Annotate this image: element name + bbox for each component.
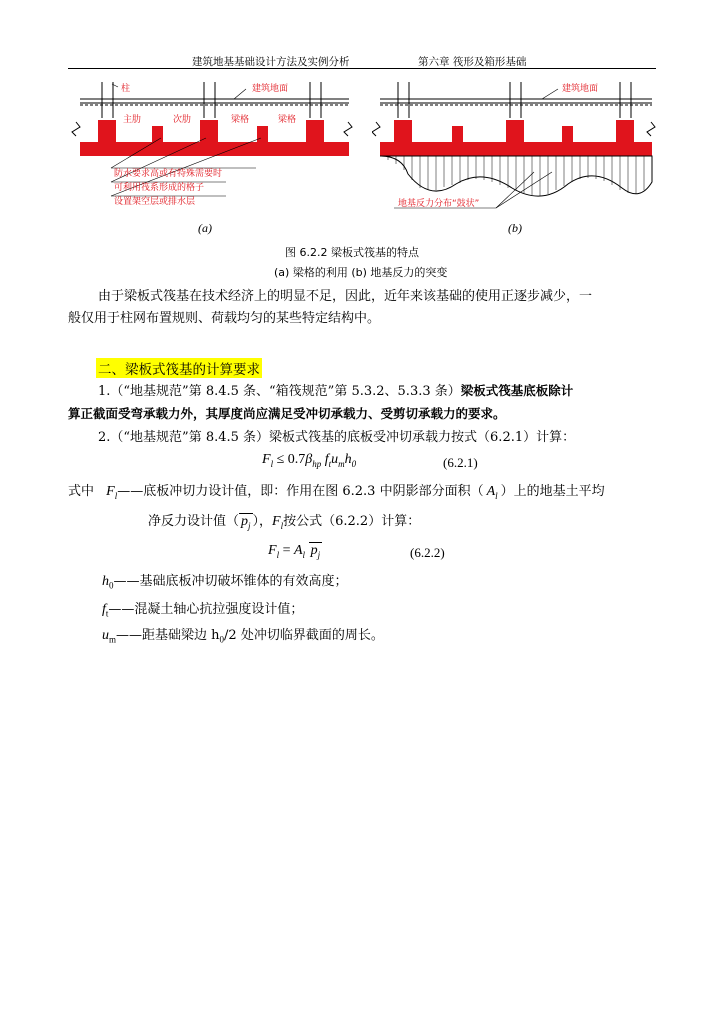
def-Fl-line2a: 净反力设计值（ [148,514,240,529]
sym-pj: $p_j$ [241,514,251,531]
def-h0 [102,572,348,596]
sym-Al: $A_l$ [486,484,498,501]
def-h0-sub: 0 [109,580,114,591]
def-um-text-sub: 0 [219,634,225,645]
def-Fl-line2b: ）， [252,514,273,529]
label-floor-a: 建筑地面 [252,84,289,94]
def-Fl-line2 [148,512,420,536]
def-Fl-line2c: 按公式（6.2.2）计算： [283,514,421,529]
def-Fl-text1: ——底板冲切力设计值，即：作用在图 6.2.3 中阴影部分面积（ [117,484,484,499]
sym-Fl: $F_l$ [106,484,118,501]
def-um [102,626,384,650]
def-lead: 式中 [68,484,95,499]
label-sec-rib: 次肋 [173,115,192,125]
f1-u: u [331,452,339,467]
f1-h: h [344,452,352,467]
figure-caption: 图 6.2.2 梁板式筏基的特点 [285,246,419,259]
sym-Fl-2: $F_l$ [272,514,284,531]
tag-a: (a) [198,221,212,235]
def-ft-text: ——混凝土轴心抗拉强度设计值； [108,602,304,617]
note-a-line1: 防水要求高或有特殊需要时 [114,169,223,179]
f1-f-sub: t [328,458,332,469]
def-ft-sub: t [105,608,109,619]
item1-prefix: 1.（“地基规范”第 8.4.5 条、“箱筏规范”第 5.3.2、5.3.3 条） [98,384,461,399]
label-main-rib: 主肋 [123,115,142,125]
f1-F-sub: l [270,458,274,469]
header-book-title: 建筑地基基础设计方法及实例分析 [192,56,350,68]
figure-b [372,72,662,242]
note-a-line2: 可利用筏系形成的格子 [114,183,205,193]
figure-subcaption: (a) 梁格的利用 (b) 地基反力的突变 [274,266,448,279]
def-h0-sym: h [102,574,109,589]
para1-line1: 由于梁板式筏基在技术经济上的明显不足，因此，近年来该基础的使用正逐步减少，一 [98,289,593,304]
f1-f: f [324,452,329,467]
tag-b: (b) [508,221,522,235]
def-um-text-tail: /2 处冲切临界截面的周长。 [224,628,384,643]
item1-bold2: 算正截面受弯承载力外，其厚度尚应满足受冲切承载力、受剪切承载力的要求。 [68,406,506,421]
header-rule [68,68,656,69]
formula-6-2-1-number: (6.2.1) [443,455,478,470]
item1-line1 [98,381,573,402]
label-floor-b: 建筑地面 [562,84,599,94]
item2: 2.（“地基规范”第 8.4.5 条）梁板式筏基的底板受冲切承载力按式（6.2.1）计算： [98,430,576,445]
def-um-text: ——距基础梁边 h [116,628,220,643]
f1-F: F [262,452,271,467]
f1-beta-sub: hp [312,458,322,469]
note-b: 地基反力分布“鼓状” [398,199,480,209]
label-beam-grid: 梁格 [231,115,250,125]
def-ft [102,600,303,624]
f1-u-sub: m [338,458,345,469]
note-a-line3: 设置架空层或排水层 [114,197,196,207]
figure-a [66,72,356,242]
label-column: 柱 [121,84,131,94]
para1-line2: 般仅用于柱网布置规则、荷载均匀的某些特定结构中。 [68,311,381,326]
header-chapter: 第六章 筏形及箱形基础 [418,56,527,68]
def-Fl-line1 [68,482,605,506]
def-um-sym: u [102,628,109,643]
f1-h-sub: 0 [351,458,357,469]
def-h0-text: ——基础底板冲切破坏锥体的有效高度； [113,574,348,589]
formula-6-2-2: $F_l = A_l$ $p_j$ [268,543,321,560]
f1-beta: β [305,452,313,467]
def-um-sub: m [109,634,117,645]
formula-6-2-1 [262,452,356,469]
section-heading: 二、梁板式筏基的计算要求 [96,358,262,378]
f1-rel: ≤ 0.7 [273,452,306,467]
def-Fl-text2: ）上的地基土平均 [500,484,605,499]
formula-6-2-2-number: (6.2.2) [410,545,445,560]
item1-bold1: 梁板式筏基底板除计 [460,383,574,398]
def-ft-sym: f [102,602,106,617]
label-beam-grid-2: 梁格 [278,115,297,125]
